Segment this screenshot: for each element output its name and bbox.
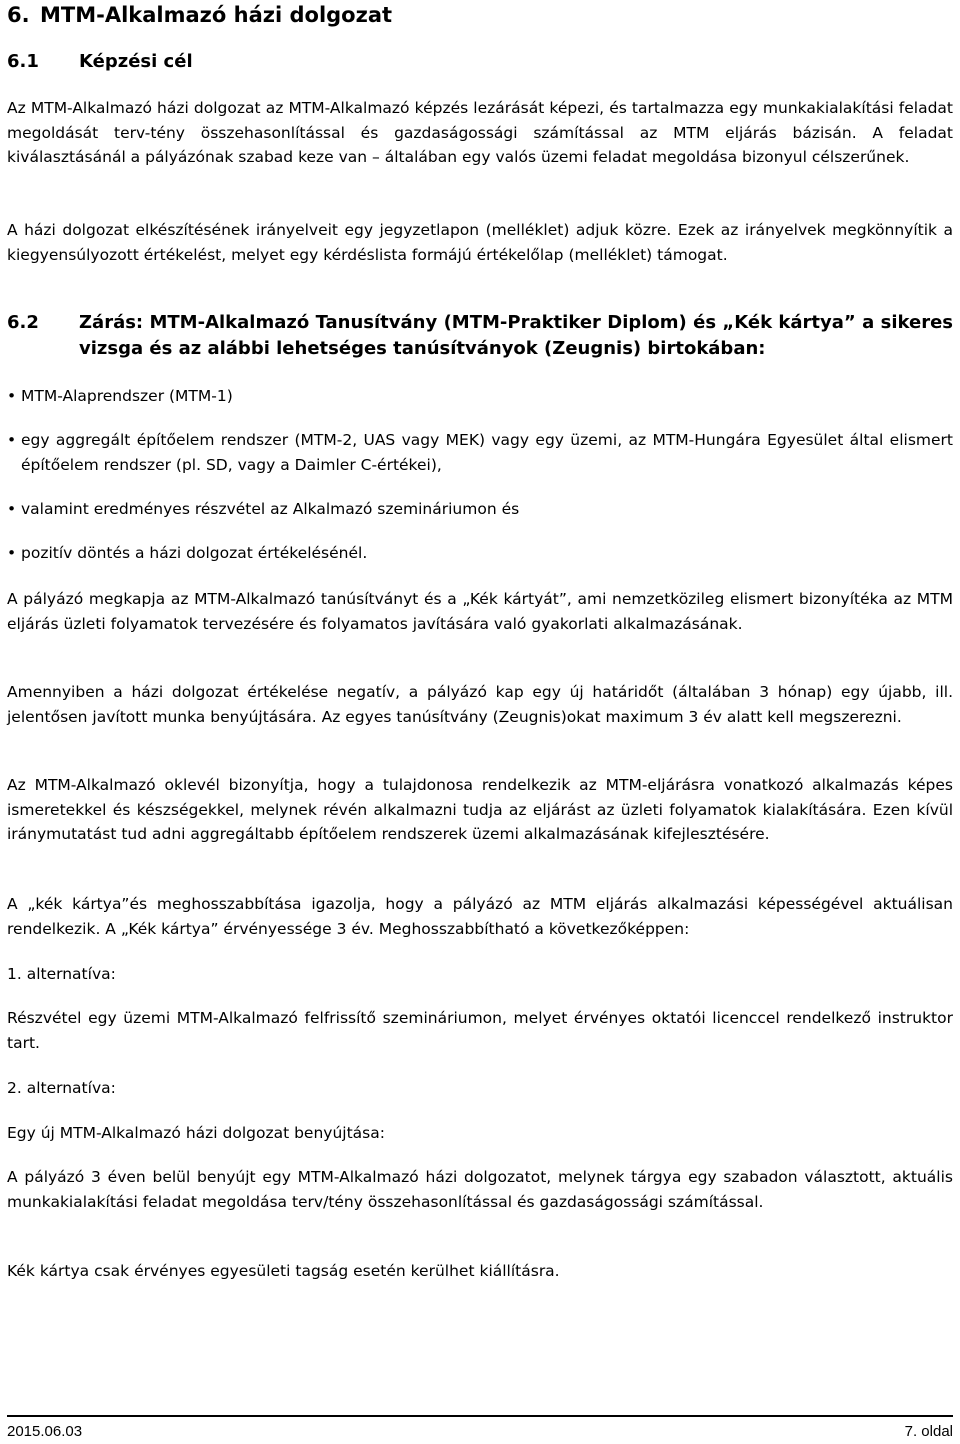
chapter-heading [7,2,392,28]
page-number: 7. oldal [904,1423,953,1440]
paragraph: 1. alternatíva: [7,965,116,983]
paragraph: Az MTM-Alkalmazó házi dolgozat az MTM-Alkalmazó képzés lezárását képezi, és tartalmazza egy munkakialakítási feladat megoldását terv-tény összehasonlítással és gazdaságossági számítással az MTM eljárás bázisán. A feladat kiválasztásánál a pályázónak szabad keze van – általában egy valós üzemi feladat megoldása bizonyul célszerűnek. [7,99,953,166]
paragraph: 2. alternatíva: [7,1079,116,1097]
footer-date: 2015.06.03 [7,1423,83,1440]
chapter-number: 6. [7,3,30,27]
paragraph: Amennyiben a házi dolgozat értékelése negatív, a pályázó kap egy új határidőt (általában 3 hónap) egy újabb, ill. jelentősen javított munka benyújtására. Az egyes tanúsítvány (Zeugnis)okat maximum 3 év alatt kell megszerezni. [7,683,953,726]
list-item-text: valamint eredményes részvétel az Alkalmazó szemináriumon és [21,500,520,518]
list-item [7,497,953,522]
paragraph: A pályázó megkapja az MTM-Alkalmazó tanúsítványt és a „Kék kártyát”, ami nemzetközileg elismert bizonyítéka az MTM eljárás üzleti folyamatok tervezésére és folyamatos javítására való gyakorlati alkalmazásának. [7,590,953,633]
bullet-icon: • [7,500,17,518]
chapter-title: MTM-Alkalmazó házi dolgozat [40,3,393,27]
section-number: 6.1 [7,51,39,72]
list-item-text: MTM-Alaprendszer (MTM-1) [21,387,233,405]
section-title: Zárás: MTM-Alkalmazó Tanusítvány (MTM-Praktiker Diplom) és „Kék kártya” a sikeres vizsga és az alábbi lehetséges tanúsítványok (Zeugnis) birtokában: [79,312,953,359]
list-item-text: egy aggregált építőelem rendszer (MTM-2, UAS vagy MEK) vagy egy üzemi, az MTM-Hungára Egyesület által elismert építőelem rendszer (pl. SD, vagy a Daimler C-értékei), [21,431,953,474]
list-item [7,428,953,477]
paragraph: Az MTM-Alkalmazó oklevél bizonyítja, hogy a tulajdonosa rendelkezik az MTM-eljárásra vonatkozó alkalmazás képes ismeretekkel és készségekkel, melynek révén alkalmazni tudja az eljárást az üzleti folyamatok kialakítására. Ezen kívül iránymutatást tud adni aggregáltabb építőelem rendszerek üzemi alkalmazásának kifejlesztésére. [7,776,953,843]
page-footer [7,1415,953,1442]
bullet-icon: • [7,387,17,405]
paragraph: Egy új MTM-Alkalmazó házi dolgozat benyújtása: [7,1124,385,1142]
paragraph: Részvétel egy üzemi MTM-Alkalmazó felfrissítő szemináriumon, melyet érvényes oktatói licenccel rendelkező instruktor tart. [7,1009,953,1052]
bullet-icon: • [7,431,17,449]
paragraph: A házi dolgozat elkészítésének irányelveit egy jegyzetlapon (melléklet) adjuk közre. Ezek az irányelvek megkönnyítik a kiegyensúlyozott értékelést, melyet egy kérdéslista formájú értékelőlap (melléklet) támogat. [7,221,953,264]
section-heading-6-1 [7,50,193,74]
section-number: 6.2 [7,312,39,333]
list-item [7,541,953,566]
bullet-icon: • [7,544,17,562]
paragraph: A „kék kártya”és meghosszabbítása igazolja, hogy a pályázó az MTM eljárás alkalmazási képességével aktuálisan rendelkezik. A „Kék kártya” érvényessége 3 év. Meghosszabbítható a következőképpen: [7,895,953,938]
paragraph: Kék kártya csak érvényes egyesületi tagság esetén kerülhet kiállításra. [7,1262,560,1280]
list-item [7,384,953,409]
section-heading-6-2 [7,310,953,362]
list-item-text: pozitív döntés a házi dolgozat értékelésénél. [21,544,368,562]
paragraph: A pályázó 3 éven belül benyújt egy MTM-Alkalmazó házi dolgozatot, melynek tárgya egy szabadon választott, aktuális munkakialakítási feladat megoldása terv/tény összehasonlítással és gazdaságossági számítással. [7,1168,953,1211]
section-title: Képzési cél [79,51,193,72]
